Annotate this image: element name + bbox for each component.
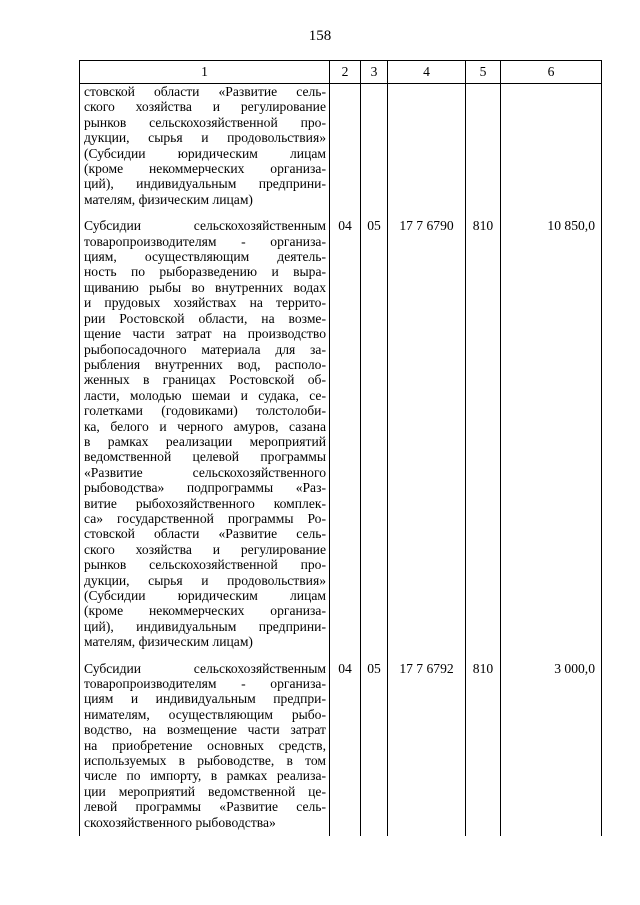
expense-type-code: 810 — [466, 213, 501, 655]
description-line: дукции, сырья и продовольствия» — [84, 130, 326, 146]
description-line: дукции, сырья и продовольствия» — [84, 572, 326, 588]
section-code — [330, 84, 361, 214]
description-line: и прудовых хозяйствах на террито- — [84, 295, 326, 311]
row-description — [80, 213, 330, 655]
target-article-code: 17 7 6790 — [388, 213, 466, 655]
description-line: Субсидии сельскохозяйственным — [84, 660, 326, 676]
budget-table — [79, 60, 602, 836]
description-line: (Субсидии юридическим лицам — [84, 145, 326, 161]
target-article-code: 17 7 6792 — [388, 656, 466, 836]
description-line: Субсидии сельскохозяйственным — [84, 218, 326, 234]
description-line: мателям, физическим лицам) — [84, 634, 253, 650]
description-line: голетками (годовиками) толстолоби- — [84, 403, 326, 419]
header-col-2: 2 — [330, 61, 361, 84]
description-line: щение части затрат на производство — [84, 326, 326, 342]
description-line: рыбоводства» подпрограммы «Раз- — [84, 480, 326, 496]
description-line: ции мероприятий ведомственной це- — [84, 783, 326, 799]
description-line: рии Ростовской области, на возме- — [84, 310, 326, 326]
header-col-3: 3 — [361, 61, 388, 84]
description-line: витие рыбохозяйственного комплек- — [84, 495, 326, 511]
header-col-6: 6 — [501, 61, 602, 84]
description-line: скохозяйственного рыбоводства» — [84, 814, 276, 830]
description-line: рынков сельскохозяйственной про- — [84, 557, 326, 573]
amount-value: 3 000,0 — [501, 656, 602, 836]
header-col-1: 1 — [80, 61, 330, 84]
description-line: рыбления внутренних вод, располо- — [84, 356, 326, 372]
page-number: 158 — [308, 28, 332, 44]
description-line: ведомственной целевой программы — [84, 449, 326, 465]
table-row — [80, 656, 602, 836]
description-line: стовской области «Развитие сель- — [84, 84, 326, 99]
expense-type-code — [466, 84, 501, 214]
table-row — [80, 84, 602, 214]
description-line: стовской области «Развитие сель- — [84, 526, 326, 542]
expense-type-code: 810 — [466, 656, 501, 836]
description-line: ласти, молодью шемаи и судака, се- — [84, 387, 326, 403]
description-line: (кроме некоммерческих организа- — [84, 603, 326, 619]
amount-value: 10 850,0 — [501, 213, 602, 655]
description-line: рыбопосадочного материала для за- — [84, 341, 326, 357]
description-line: са» государственной программы Ро- — [84, 510, 326, 526]
description-line: в рамках реализации мероприятий — [84, 433, 326, 449]
description-line: мателям, физическим лицам) — [84, 191, 253, 207]
description-line: циям и индивидуальным предпри- — [84, 691, 326, 707]
description-line: (кроме некоммерческих организа- — [84, 161, 326, 177]
description-line: циям, осуществляющим деятель- — [84, 249, 326, 265]
description-line: ций), индивидуальным предприни- — [84, 176, 326, 192]
row-description — [80, 84, 330, 214]
description-line: (Субсидии юридическим лицам — [84, 588, 326, 603]
description-line: на приобретение основных средств, — [84, 737, 326, 753]
subsection-code — [361, 84, 388, 214]
description-line: левой программы «Развитие сель- — [84, 799, 326, 815]
subsection-code: 05 — [361, 213, 388, 655]
description-line: ность по рыборазведению и выра- — [84, 264, 326, 280]
description-line: используемых в рыбоводстве, в том — [84, 753, 326, 769]
row-description — [80, 656, 330, 836]
budget-table-container — [79, 60, 601, 836]
amount-value — [501, 84, 602, 214]
description-line: ского хозяйства и регулирование — [84, 541, 326, 557]
section-code: 04 — [330, 656, 361, 836]
table-row — [80, 213, 602, 655]
description-line: нимателям, осуществляющим рыбо- — [84, 706, 326, 722]
header-col-5: 5 — [466, 61, 501, 84]
target-article-code — [388, 84, 466, 214]
table-header-row — [80, 61, 602, 84]
description-line: рынков сельскохозяйственной про- — [84, 114, 326, 130]
description-line: числе по импорту, в рамках реализа- — [84, 768, 326, 784]
description-line: водство, на возмещение части затрат — [84, 722, 326, 738]
description-line: товаропроизводителям - организа- — [84, 233, 326, 249]
description-line: щиванию рыбы во внутренних водах — [84, 279, 326, 295]
table-body — [80, 84, 602, 837]
subsection-code: 05 — [361, 656, 388, 836]
section-code: 04 — [330, 213, 361, 655]
description-line: «Развитие сельскохозяйственного — [84, 464, 326, 480]
description-line: ского хозяйства и регулирование — [84, 99, 326, 115]
description-line: женных в границах Ростовской об- — [84, 372, 326, 388]
description-line: ций), индивидуальным предприни- — [84, 618, 326, 634]
description-line: ка, белого и черного амуров, сазана — [84, 418, 326, 434]
header-col-4: 4 — [388, 61, 466, 84]
description-line: товаропроизводителям - организа- — [84, 676, 326, 692]
